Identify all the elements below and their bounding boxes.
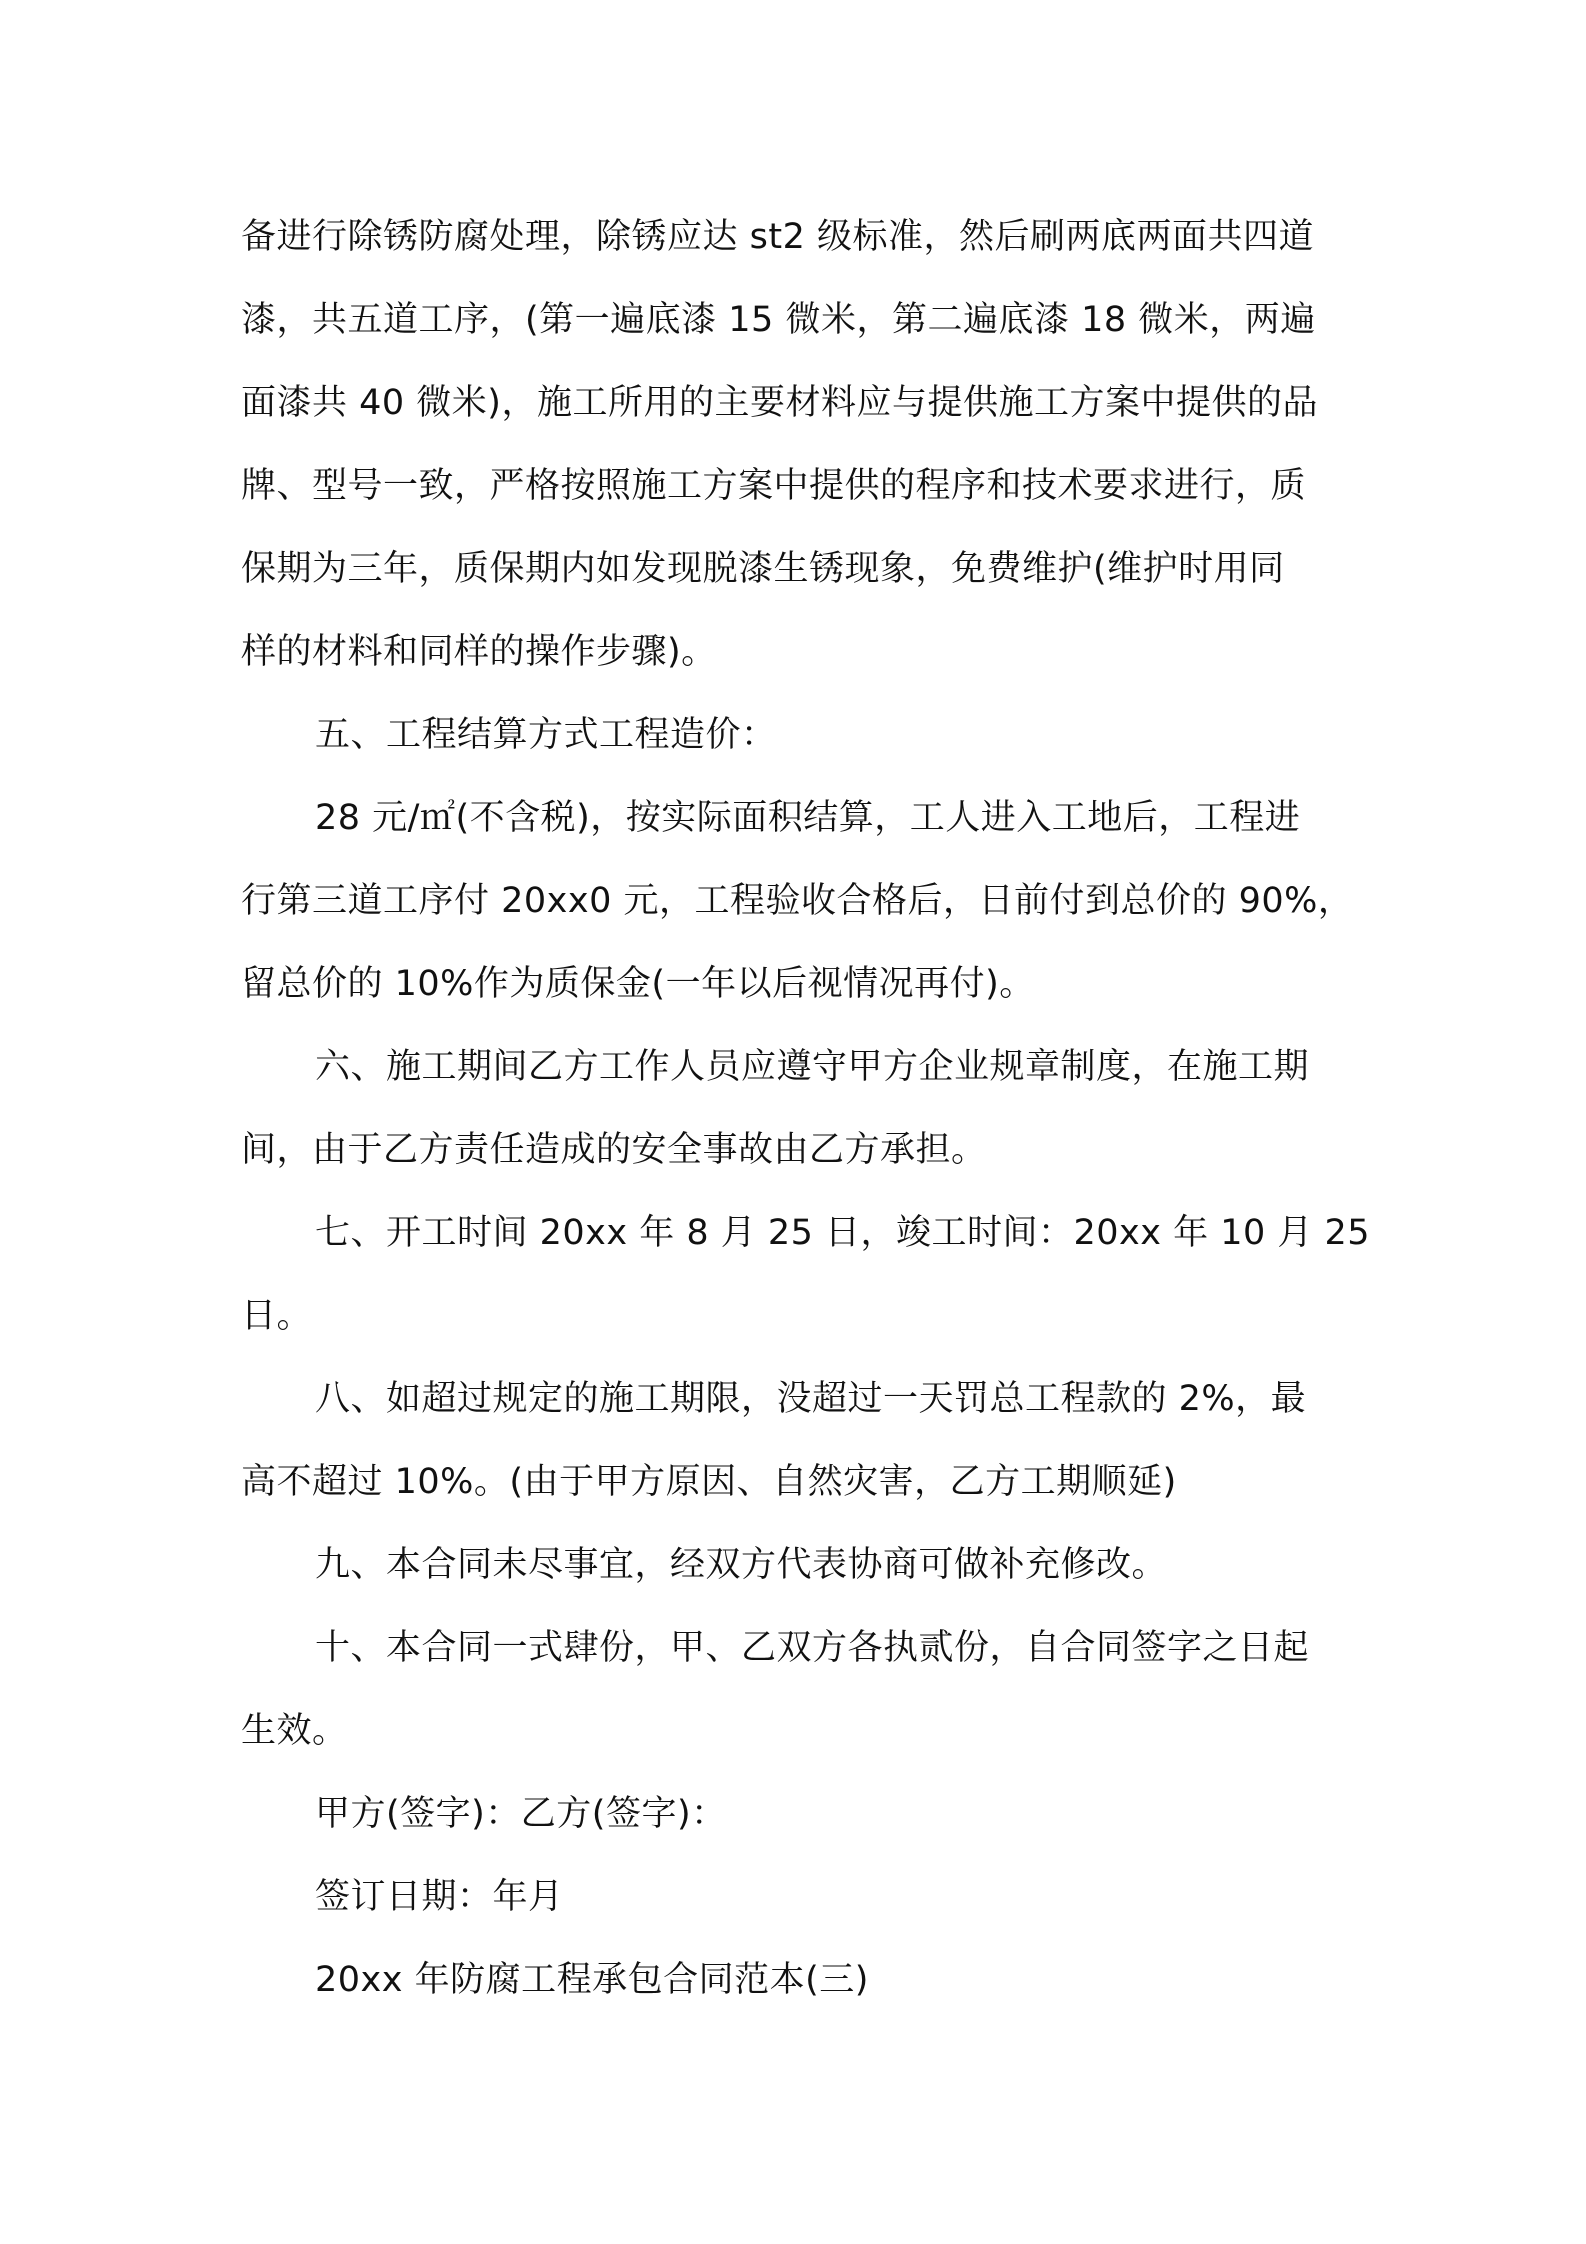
- section-heading-five: 五、工程结算方式工程造价：: [315, 715, 777, 755]
- text-line: 间，由于乙方责任造成的安全事故由乙方承担。: [241, 1130, 987, 1170]
- text-line: 28 元/㎡(不含税)，按实际面积结算，工人进入工地后，工程进: [315, 798, 1301, 838]
- signing-date-line: 签订日期：年月: [315, 1877, 564, 1917]
- text-line: 高不超过 10%。(由于甲方原因、自然灾害，乙方工期顺延): [241, 1462, 1177, 1502]
- clause-ten: 十、本合同一式肆份，甲、乙双方各执贰份，自合同签字之日起: [315, 1628, 1310, 1668]
- text-line: 行第三道工序付 20xx0 元，工程验收合格后，日前付到总价的 90%，: [241, 881, 1354, 921]
- next-section-title: 20xx 年防腐工程承包合同范本(三): [315, 1960, 869, 2000]
- text-line: 漆，共五道工序，(第一遍底漆 15 微米，第二遍底漆 18 微米，两遍: [241, 300, 1316, 340]
- text-line: 样的材料和同样的操作步骤)。: [241, 632, 717, 672]
- text-line: 日。: [241, 1296, 313, 1336]
- text-line: 保期为三年，质保期内如发现脱漆生锈现象，免费维护(维护时用同: [241, 549, 1285, 589]
- text-line: 生效。: [241, 1711, 348, 1751]
- clause-seven: 七、开工时间 20xx 年 8 月 25 日，竣工时间：20xx 年 10 月 25: [315, 1213, 1371, 1253]
- signature-line: 甲方(签字)：乙方(签字)：: [315, 1794, 727, 1834]
- clause-six: 六、施工期间乙方工作人员应遵守甲方企业规章制度，在施工期: [315, 1047, 1310, 1087]
- clause-eight: 八、如超过规定的施工期限，没超过一天罚总工程款的 2%，最: [315, 1379, 1307, 1419]
- text-line: 面漆共 40 微米)，施工所用的主要材料应与提供施工方案中提供的品: [241, 383, 1318, 423]
- text-line: 备进行除锈防腐处理，除锈应达 st2 级标准，然后刷两底两面共四道: [241, 217, 1314, 257]
- clause-nine: 九、本合同未尽事宜，经双方代表协商可做补充修改。: [315, 1545, 1168, 1585]
- document-body: [241, 196, 1371, 2022]
- text-line: 牌、型号一致，严格按照施工方案中提供的程序和技术要求进行，质: [241, 466, 1307, 506]
- text-line: 留总价的 10%作为质保金(一年以后视情况再付)。: [241, 964, 1035, 1004]
